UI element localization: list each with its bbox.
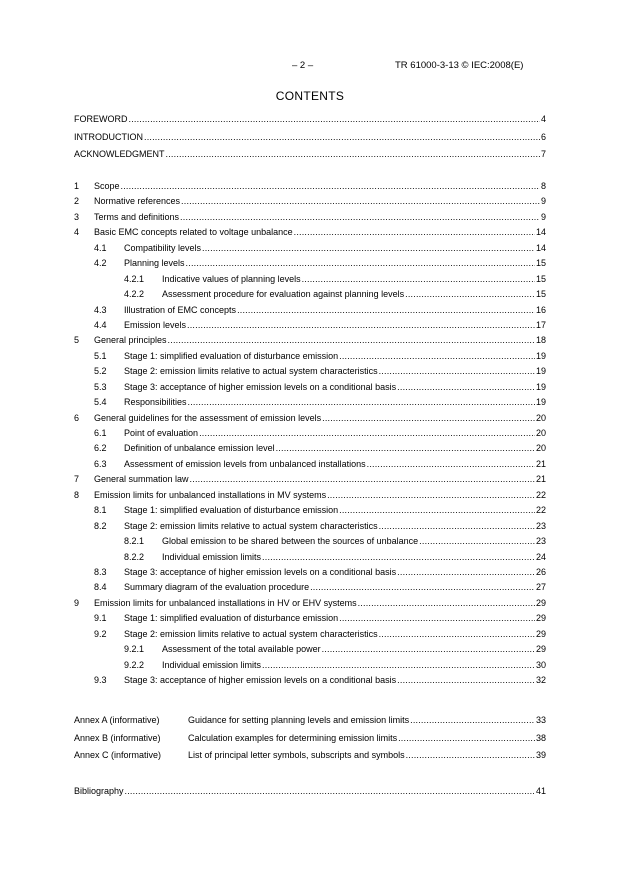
toc-entry-number: Annex C (informative) [74, 750, 162, 760]
dot-leader [397, 674, 535, 686]
dot-leader [144, 131, 540, 143]
toc-entry-number: 6 [74, 412, 80, 423]
toc-entry-number: 4.2.1 [124, 273, 145, 284]
toc-entry-number: 9.2.2 [124, 659, 145, 670]
toc-entry-page: 21 [535, 474, 546, 485]
toc-entry-title: FOREWORD [74, 114, 128, 124]
toc-entry[interactable] [74, 195, 546, 207]
page-number: – 2 – [292, 60, 314, 71]
toc-entry-title: General summation law [94, 474, 189, 485]
toc-entry-title: INTRODUCTION [74, 131, 143, 142]
toc-entry-number: 8.3 [94, 567, 107, 577]
toc-entry-page: 41 [535, 786, 546, 796]
toc-entry-page: 33 [535, 715, 546, 725]
toc-entry[interactable] [74, 211, 546, 223]
toc-entry-page: 20 [535, 443, 546, 454]
toc-entry-page: 9 [540, 196, 546, 207]
toc-entry[interactable] [124, 643, 546, 655]
toc-entry-number: 4.2 [94, 258, 107, 269]
toc-entry-page: 23 [535, 520, 546, 531]
toc-entry-number: 4.2.2 [124, 289, 145, 300]
toc-entry-title: Individual emission limits [162, 659, 262, 670]
toc-entry-title: Emission limits for unbalanced installations in HV or EHV systems [94, 597, 357, 608]
toc-entry-number: 2 [74, 196, 80, 207]
toc-entry-page: 19 [535, 366, 546, 377]
toc-front-entry[interactable] [74, 131, 546, 143]
toc-entry[interactable] [94, 304, 546, 316]
toc-entry-page: 9 [540, 211, 546, 222]
toc-entry-number: 7 [74, 474, 80, 485]
dot-leader [379, 628, 535, 640]
toc-entry[interactable] [124, 273, 546, 285]
dot-leader [397, 381, 535, 393]
toc-entry-title: Stage 3: acceptance of higher emission levels on a conditional basis [124, 567, 397, 577]
toc-entry[interactable] [74, 489, 546, 501]
toc-entry[interactable] [94, 674, 546, 686]
toc-entry-page: 7 [540, 149, 546, 159]
toc-entry-title: Scope [94, 181, 120, 191]
dot-leader [188, 396, 535, 408]
toc-entry-title: Individual emission limits [162, 551, 262, 562]
toc-entry-page: 24 [535, 551, 546, 562]
toc-entry-number: 6.3 [94, 458, 107, 469]
toc-entry-title: Illustration of EMC concepts [124, 304, 237, 315]
toc-entry-title: Planning levels [124, 258, 185, 269]
dot-leader [410, 714, 535, 726]
toc-entry-title: Terms and definitions [94, 211, 180, 222]
dot-leader [186, 257, 535, 269]
toc-entry-number: 4 [74, 227, 80, 238]
toc-entry-page: 17 [535, 319, 546, 330]
toc-entry[interactable] [124, 535, 546, 547]
toc-entry-title: Basic EMC concepts related to voltage unbalance [94, 227, 293, 238]
toc-entry-title: Stage 2: emission limits relative to actual system characteristics [124, 520, 378, 531]
contents-title: CONTENTS [275, 89, 345, 103]
toc-entry-title: Responsibilities [124, 397, 187, 408]
dot-leader [397, 566, 535, 578]
dot-leader [180, 211, 540, 223]
toc-entry-number: Annex A (informative) [74, 715, 160, 725]
dot-leader [339, 350, 535, 362]
dot-leader [406, 749, 535, 761]
toc-entry-title: Summary diagram of the evaluation procedure [124, 582, 310, 593]
toc-entry-page: 38 [535, 732, 546, 743]
toc-entry-page: 19 [535, 381, 546, 392]
dot-leader [166, 148, 540, 160]
toc-entry-number: 9.2 [94, 628, 107, 639]
dot-leader [367, 458, 535, 470]
toc-entry-title: Stage 1: simplified evaluation of disturbance emission [124, 350, 339, 361]
toc-bibliography-entry[interactable] [74, 785, 546, 797]
toc-entry-number: 9.2.1 [124, 644, 145, 655]
toc-entry-page: 30 [535, 659, 546, 670]
toc-entry[interactable] [74, 226, 546, 238]
standard-reference: TR 61000-3-13 © IEC:2008(E) [395, 60, 524, 71]
toc-entry[interactable] [94, 504, 546, 516]
toc-entry-page: 16 [535, 304, 546, 315]
toc-entry-number: 8.1 [94, 505, 107, 516]
toc-entry-page: 29 [535, 628, 546, 639]
toc-entry[interactable] [124, 659, 546, 671]
toc-entry-page: 21 [535, 458, 546, 469]
toc-entry-page: 26 [535, 567, 546, 577]
toc-entry-number: 9 [74, 597, 80, 608]
toc-entry-number: 8.2.2 [124, 551, 145, 562]
dot-leader [405, 288, 535, 300]
dot-leader [379, 520, 535, 532]
toc-annex-entry[interactable] [74, 714, 546, 726]
toc-entry-title: Stage 3: acceptance of higher emission levels on a conditional basis [124, 675, 397, 686]
toc-entry-number: 5.2 [94, 366, 107, 377]
toc-entry-page: 19 [535, 350, 546, 361]
toc-entry[interactable] [74, 412, 546, 424]
toc-entry-number: 8 [74, 489, 80, 500]
dot-leader [187, 319, 535, 331]
dot-leader [181, 195, 540, 207]
toc-entry[interactable] [74, 473, 546, 485]
dot-leader [310, 581, 535, 593]
toc-entry[interactable] [94, 442, 546, 454]
toc-front-entry[interactable] [74, 148, 546, 160]
dot-leader [199, 427, 535, 439]
toc-entry-number: 6.2 [94, 443, 107, 454]
dot-leader [294, 226, 535, 238]
toc-entry-number: 5 [74, 335, 80, 346]
toc-entry-title: Assessment procedure for evaluation against planning levels [162, 289, 405, 300]
toc-entry-number: Annex B (informative) [74, 732, 161, 743]
toc-entry-number: 9.1 [94, 613, 107, 624]
toc-entry-title: Assessment of emission levels from unbalanced installations [124, 458, 366, 469]
toc-entry[interactable] [94, 427, 546, 439]
toc-entry-page: 20 [535, 412, 546, 423]
dot-leader [358, 597, 535, 609]
dot-leader [129, 113, 540, 125]
toc-entry-page: 29 [535, 597, 546, 608]
toc-entry-title: Emission limits for unbalanced installations in MV systems [94, 489, 327, 500]
toc-entry-title: List of principal letter symbols, subscripts and symbols [188, 750, 405, 760]
dot-leader [419, 535, 535, 547]
dot-leader [339, 612, 535, 624]
toc-entry-number: 5.1 [94, 350, 107, 361]
toc-entry[interactable] [94, 520, 546, 532]
toc-entry-number: 3 [74, 211, 80, 222]
toc-entry[interactable] [94, 381, 546, 393]
toc-entry-page: 15 [535, 258, 546, 269]
dot-leader [379, 365, 535, 377]
toc-entry[interactable] [94, 350, 546, 362]
toc-entry-page: 18 [535, 335, 546, 346]
toc-entry[interactable] [74, 597, 546, 609]
toc-entry-title: ACKNOWLEDGMENT [74, 149, 165, 159]
toc-entry-title: Calculation examples for determining emission limits [188, 732, 398, 743]
toc-entry-title: Stage 2: emission limits relative to actual system characteristics [124, 628, 378, 639]
toc-entry-number: 5.3 [94, 381, 107, 392]
toc-entry-number: 1 [74, 181, 80, 191]
toc-entry[interactable] [94, 612, 546, 624]
toc-entry-title: General principles [94, 335, 167, 346]
dot-leader [125, 785, 535, 797]
dot-leader [302, 273, 535, 285]
toc-annex-entry[interactable] [74, 749, 546, 761]
dot-leader [202, 242, 535, 254]
page-header [0, 60, 620, 74]
toc-entry-page: 23 [535, 536, 546, 547]
toc-entry[interactable] [94, 396, 546, 408]
toc-entry-title: Assessment of the total available power [162, 644, 321, 655]
toc-entry-number: 4.3 [94, 304, 107, 315]
dot-leader [322, 412, 535, 424]
toc-entry-number: 8.2.1 [124, 536, 145, 547]
toc-entry[interactable] [94, 365, 546, 377]
dot-leader [339, 504, 535, 516]
toc-entry-page: 15 [535, 273, 546, 284]
toc-entry-title: Bibliography [74, 786, 124, 796]
toc-entry-number: 8.4 [94, 582, 107, 593]
toc-entry-page: 29 [535, 644, 546, 655]
toc-entry[interactable] [124, 551, 546, 563]
toc-entry-number: 5.4 [94, 397, 107, 408]
dot-leader [168, 334, 535, 346]
toc-annex-entry[interactable] [74, 732, 546, 744]
toc-entry-title: Point of evaluation [124, 428, 199, 439]
toc-entry-page: 4 [540, 114, 546, 124]
toc-entry-page: 22 [535, 505, 546, 516]
toc-entry-page: 19 [535, 397, 546, 408]
toc-entry[interactable] [94, 458, 546, 470]
toc-entry-page: 22 [535, 489, 546, 500]
toc-entry-title: Normative references [94, 196, 181, 207]
toc-entry-page: 14 [535, 227, 546, 238]
toc-entry[interactable] [94, 257, 546, 269]
toc-entry-number: 9.3 [94, 675, 107, 686]
toc-entry[interactable] [94, 319, 546, 331]
toc-entry-title: Indicative values of planning levels [162, 273, 301, 284]
toc-entry[interactable] [124, 288, 546, 300]
toc-entry-page: 15 [535, 289, 546, 300]
dot-leader [276, 442, 535, 454]
toc-entry-title: Definition of unbalance emission level [124, 443, 275, 454]
toc-entry-title: Compatibility levels [124, 242, 202, 253]
toc-entry-title: Stage 1: simplified evaluation of disturbance emission [124, 505, 339, 516]
toc-front-entry[interactable] [74, 113, 546, 125]
dot-leader [121, 180, 540, 192]
toc-entry-page: 32 [535, 675, 546, 686]
toc-entry-title: Stage 2: emission limits relative to actual system characteristics [124, 366, 378, 377]
dot-leader [322, 643, 535, 655]
toc-entry-title: Stage 1: simplified evaluation of disturbance emission [124, 613, 339, 624]
dot-leader [262, 659, 535, 671]
toc-entry[interactable] [74, 334, 546, 346]
dot-leader [327, 489, 535, 501]
toc-entry-title: General guidelines for the assessment of emission levels [94, 412, 322, 423]
toc-entry-title: Stage 3: acceptance of higher emission levels on a conditional basis [124, 381, 397, 392]
toc-entry[interactable] [94, 581, 546, 593]
toc-entry-number: 6.1 [94, 428, 107, 439]
toc-entry-page: 6 [540, 131, 546, 142]
toc-entry-page: 14 [535, 242, 546, 253]
toc-entry[interactable] [74, 180, 546, 192]
dot-leader [262, 551, 535, 563]
toc-entry-title: Global emission to be shared between the sources of unbalance [162, 536, 419, 547]
dot-leader [190, 473, 535, 485]
toc-entry-title: Emission levels [124, 319, 187, 330]
toc-entry[interactable] [94, 566, 546, 578]
toc-entry[interactable] [94, 628, 546, 640]
dot-leader [237, 304, 535, 316]
toc-entry-page: 8 [540, 181, 546, 191]
dot-leader [398, 732, 535, 744]
toc-entry[interactable] [94, 242, 546, 254]
toc-entry-number: 4.1 [94, 242, 107, 253]
toc-entry-number: 8.2 [94, 520, 107, 531]
toc-entry-page: 39 [535, 750, 546, 760]
toc-entry-title: Guidance for setting planning levels and emission limits [188, 715, 410, 725]
toc-entry-page: 29 [535, 613, 546, 624]
toc-entry-page: 27 [535, 582, 546, 593]
toc-entry-number: 4.4 [94, 319, 107, 330]
toc-entry-page: 20 [535, 428, 546, 439]
